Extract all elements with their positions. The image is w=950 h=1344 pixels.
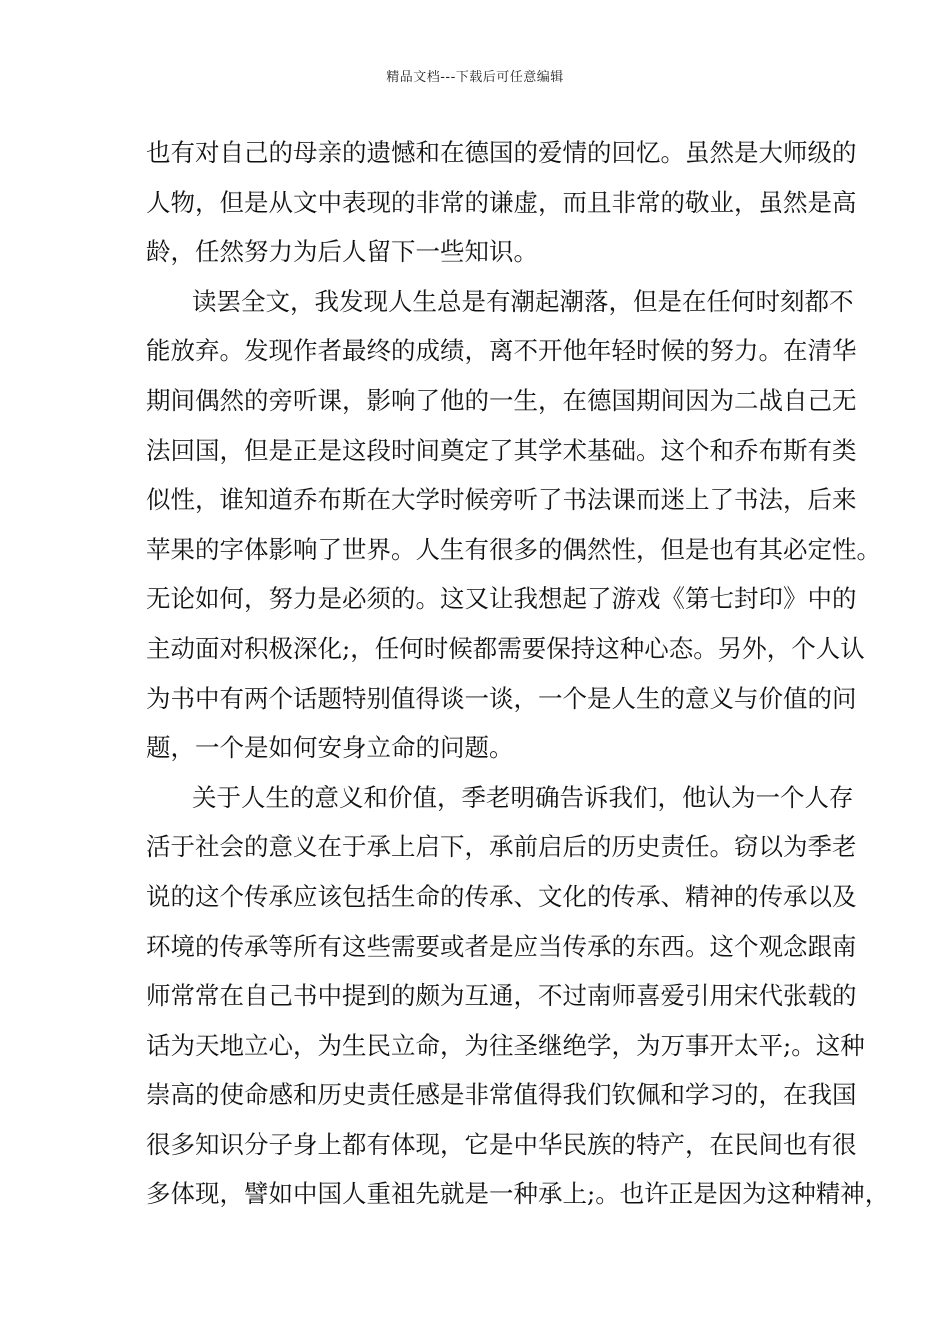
document-body: [146, 128, 890, 1219]
text-line: 人物，但是从文中表现的非常的谦虚，而且非常的敬业，虽然是高: [146, 187, 857, 217]
text-line: 很多知识分子身上都有体现，它是中华民族的特产，在民间也有很: [146, 1129, 857, 1159]
text-line: 为书中有两个话题特别值得谈一谈，一个是人生的意义与价值的问: [146, 683, 857, 713]
text-line: 似性，谁知道乔布斯在大学时候旁听了书法课而迷上了书法，后来: [146, 485, 857, 515]
text-line: 期间偶然的旁听课，影响了他的一生，在德国期间因为二战自己无: [146, 385, 857, 415]
text-line: 苹果的字体影响了世界。人生有很多的偶然性，但是也有其必定性。: [146, 534, 881, 564]
text-line: 主动面对积极深化;，任何时候都需要保持这种心态。另外，个人认: [146, 633, 865, 663]
text-line: 法回国，但是正是这段时间奠定了其学术基础。这个和乔布斯有类: [146, 435, 857, 465]
text-line: 崇高的使命感和历史责任感是非常值得我们钦佩和学习的，在我国: [146, 1080, 857, 1110]
text-line: 说的这个传承应该包括生命的传承、文化的传承、精神的传承以及: [146, 881, 857, 911]
text-line: 多体现，譬如中国人重祖先就是一种承上;。也许正是因为这种精神，: [146, 1179, 890, 1209]
text-line: 无论如何，努力是必须的。这又让我想起了游戏《第七封印》中的: [146, 584, 857, 614]
text-line: 读罢全文，我发现人生总是有潮起潮落，但是在任何时刻都不: [192, 286, 854, 316]
page-header: 精品文档---下载后可任意编辑: [386, 70, 564, 85]
text-line: 活于社会的意义在于承上启下，承前启后的历史责任。窃以为季老: [146, 832, 857, 862]
text-line: 关于人生的意义和价值，季老明确告诉我们，他认为一个人存: [192, 782, 854, 812]
text-line: 也有对自己的母亲的遗憾和在德国的爱情的回忆。虽然是大师级的: [146, 138, 857, 167]
text-line: 话为天地立心，为生民立命，为往圣继绝学，为万事开太平;。这种: [146, 1030, 865, 1060]
text-line: 龄，任然努力为后人留下一些知识。: [146, 237, 538, 267]
text-line: 题，一个是如何安身立命的问题。: [146, 733, 514, 763]
text-line: 师常常在自己书中提到的颇为互通，不过南师喜爱引用宋代张载的: [146, 981, 857, 1011]
text-line: 环境的传承等所有这些需要或者是应当传承的东西。这个观念跟南: [146, 931, 857, 961]
text-line: 能放弃。发现作者最终的成绩，离不开他年轻时候的努力。在清华: [146, 336, 857, 366]
